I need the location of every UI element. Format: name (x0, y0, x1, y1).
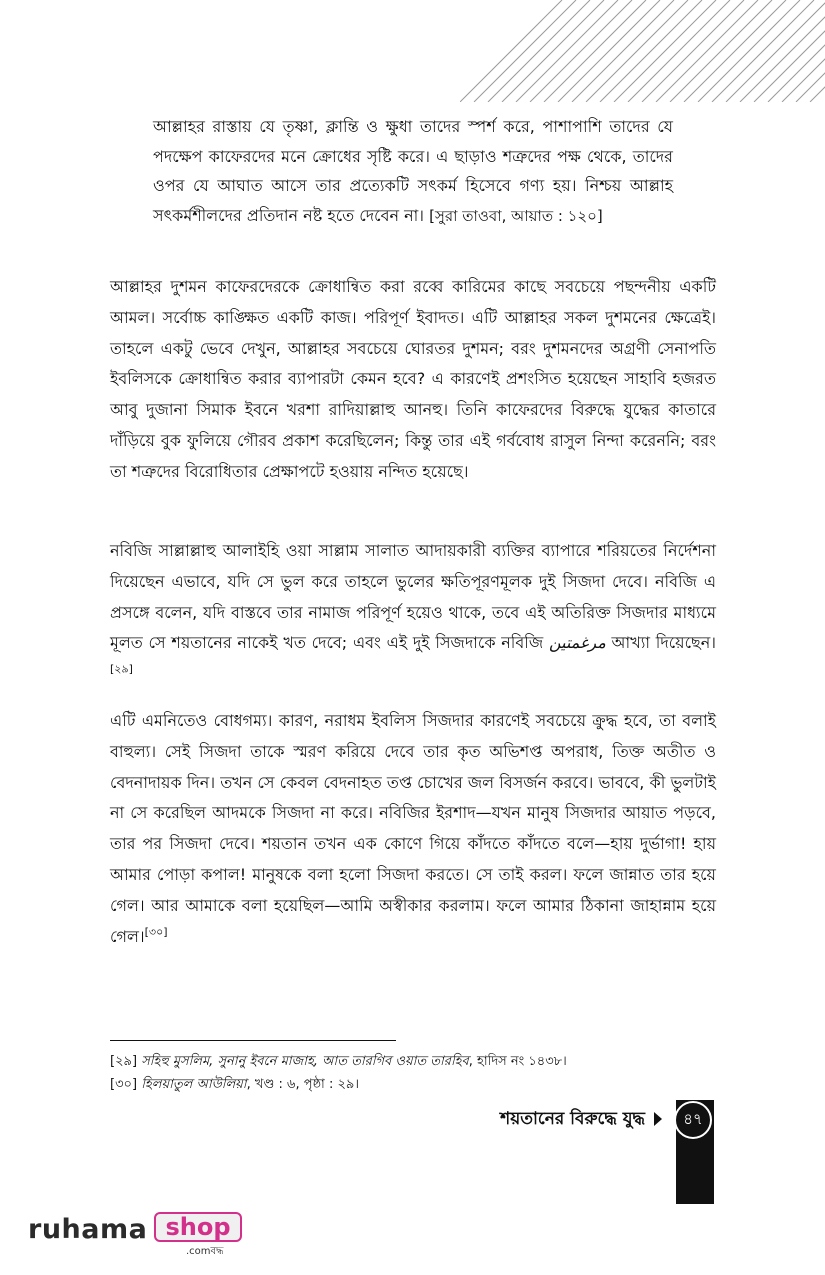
running-head: শয়তানের বিরুদ্ধে যুদ্ধ (500, 1109, 645, 1129)
quran-quote (153, 112, 673, 231)
page-number: ৪৭ (674, 1101, 712, 1139)
footnote-detail: , হাদিস নং ১৪৩৮। (468, 1054, 567, 1069)
paragraph-2-text-end: আখ্যা দিয়েছেন। (611, 633, 716, 653)
logo-name: ruhama (28, 1214, 148, 1245)
footnotes (110, 1050, 716, 1096)
footnote-ref-30[interactable]: [৩০] (144, 925, 168, 939)
paragraph-3-text: এটি এমনিতেও বোধগম্য। কারণ, নরাধম ইবলিস সিজদার কারণেই সবচেয়ে ক্রুদ্ধ হবে, তা বলাই বাহুল্য। সেই সিজদা তাকে স্মরণ করিয়ে দেবে তার কৃত অভিশপ্ত অপরাধ, তিক্ত অতীত ও বেদনাদায়ক দিন। তখন সে কেবল বেদনাহত তপ্ত চোখের জল বিসর্জন করবে। ভাববে, কী ভুলটাই না সে করেছিল আদমকে সিজদা না করে। নবিজির ইরশাদ—যখন মানুষ সিজদার আয়াত পড়বে, তার পর সিজদা দেবে। শয়তান তখন এক কোণে গিয়ে কাঁদতে কাঁদতে বলে—হায় দুর্ভাগা! হায় আমার পোড়া কপাল! মানুষকে বলা হলো সিজদা করতে। সে তাই করল। ফলে জান্নাত তার হয়ে গেল। আর আমাকে বলা হয়েছিল—আমি অস্বীকার করলাম। ফলে আমার ঠিকানা জাহান্নাম হয়ে গেল। (110, 711, 716, 946)
footnote-number: [২৯] (110, 1054, 138, 1069)
footnote-detail: , খণ্ড : ৬, পৃষ্ঠা : ২৯। (246, 1077, 360, 1092)
footnote-30 (110, 1073, 716, 1096)
quote-reference: [সুরা তাওবা, আয়াত : ১২০] (429, 206, 603, 225)
logo-shop: shop (154, 1212, 242, 1242)
paragraph-2-text: নবিজি সাল্লাল্লাহু আলাইহি ওয়া সাল্লাম সালাত আদায়কারী ব্যক্তির ব্যাপারে শরিয়তের নির্দেশনা দিয়েছেন এভাবে, যদি সে ভুল করে তাহলে ভুলের ক্ষতিপূরণমূলক দুই সিজদা দেবে। নবিজি এ প্রসঙ্গে বলেন, যদি বাস্তবে তার নামাজ পরিপূর্ণ হয়েও থাকে, তবে এই অতিরিক্ত সিজদার মাধ্যমে মূলত সে শয়তানের নাকেই খত দেবে; এবং এই দুই সিজদাকে নবিজি (110, 541, 716, 653)
footnote-divider (110, 1040, 396, 1041)
paragraph-3 (110, 706, 716, 952)
logo-domain: .comবদ্ধ (186, 1246, 224, 1257)
diagonal-stripes-decoration (460, 0, 825, 102)
footnote-source: সহিহু মুসলিম, সুনানু ইবনে মাজাহ, আত তারগিব ওয়াত তারহিব (141, 1054, 469, 1069)
arabic-term: مرغمتين (548, 633, 606, 653)
arrow-right-icon (654, 1112, 662, 1126)
paragraph-2 (110, 536, 716, 690)
footnote-29 (110, 1050, 716, 1073)
footnote-number: [৩০] (110, 1077, 138, 1092)
footnote-source: হিলয়াতুল আউলিয়া (141, 1077, 247, 1092)
paragraph-1: আল্লাহর দুশমন কাফেরদেরকে ক্রোধান্বিত করা রব্বে কারিমের কাছে সবচেয়ে পছন্দনীয় একটি আমল। সর্বোচ্চ কাঙ্ক্ষিত একটি কাজ। পরিপূর্ণ ইবাদত। এটি আল্লাহর সকল দুশমনের ক্ষেত্রেই। তাহলে একটু ভেবে দেখুন, আল্লাহর সবচেয়ে ঘোরতর দুশমন; বরং দুশমনদের অগ্রণী সেনাপতি ইবলিসকে ক্রোধান্বিত করার ব্যাপারটা কেমন হবে? এ কারণেই প্রশংসিত হয়েছেন সাহাবি হজরত আবু দুজানা সিমাক ইবনে খরশা রাদিয়াল্লাহু আনহু। তিনি কাফেরদের বিরুদ্ধে যুদ্ধের কাতারে দাঁড়িয়ে বুক ফুলিয়ে গৌরব প্রকাশ করেছিলেন; কিন্তু তার এই গর্ববোধ রাসুল নিন্দা করেননি; বরং তা শত্রুদের বিরোধিতার প্রেক্ষাপটে হওয়ায় নন্দিত হয়েছে। (110, 277, 716, 481)
footnote-ref-29[interactable]: [২৯] (110, 662, 133, 676)
quote-text: আল্লাহর রাস্তায় যে তৃষ্ণা, ক্লান্তি ও ক্ষুধা তাদের স্পর্শ করে, পাশাপাশি তাদের যে পদক্ষেপ কাফেরদের মনে ক্রোধের সৃষ্টি করে। এ ছাড়াও শত্রুদের পক্ষ থেকে, তাদের ওপর যে আঘাত আসে তার প্রত্যেকটি সৎকর্ম হিসেবে গণ্য হয়। নিশ্চয় আল্লাহ সৎকর্মশীলদের প্রতিদান নষ্ট হতে দেবেন না। (153, 117, 673, 225)
